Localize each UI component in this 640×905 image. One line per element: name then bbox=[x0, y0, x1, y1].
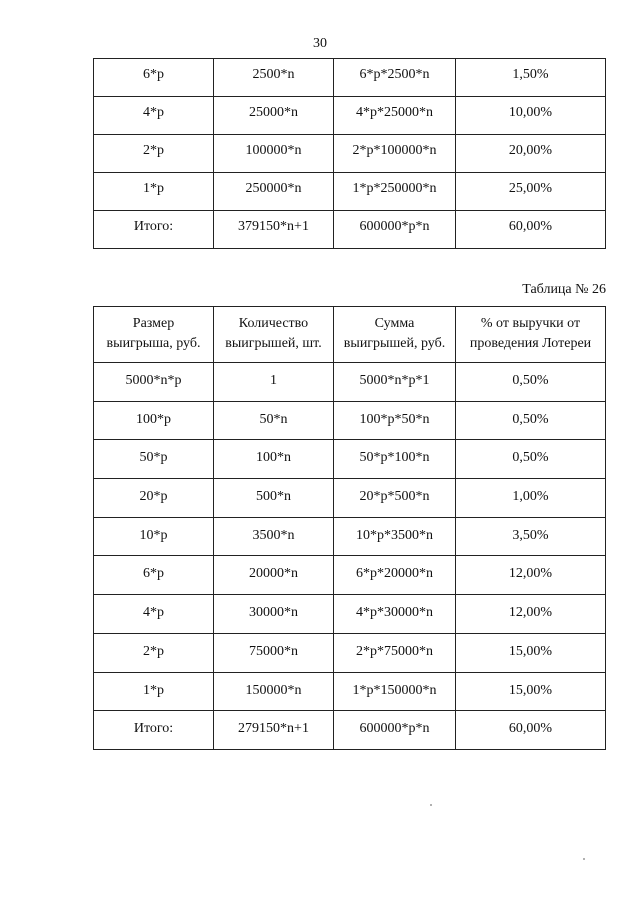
header-line: % от выручки от bbox=[480, 316, 581, 331]
prize-size-cell: 1*p bbox=[94, 173, 214, 211]
table-row bbox=[94, 517, 606, 556]
prize-size-cell: 2*p bbox=[94, 135, 214, 173]
prize-size-cell: 2*p bbox=[94, 633, 214, 672]
prize-count-cell: 25000*n bbox=[214, 97, 334, 135]
prize-size-cell: 6*p bbox=[94, 59, 214, 97]
prize-count-cell: 3500*n bbox=[214, 517, 334, 556]
prize-count-cell: 30000*n bbox=[214, 595, 334, 634]
prize-count-cell: 250000*n bbox=[214, 173, 334, 211]
table-row bbox=[94, 173, 606, 211]
revenue-percent-cell: 3,50% bbox=[456, 517, 606, 556]
prize-table-26 bbox=[93, 306, 606, 750]
prize-size-cell: 5000*n*p bbox=[94, 363, 214, 402]
prize-size-cell: 4*p bbox=[94, 595, 214, 634]
prize-count-cell: 2500*n bbox=[214, 59, 334, 97]
prize-count-cell: 20000*n bbox=[214, 556, 334, 595]
total-percent-cell: 60,00% bbox=[456, 211, 606, 249]
prize-sum-cell: 2*p*100000*n bbox=[334, 135, 456, 173]
scan-speck bbox=[430, 804, 432, 806]
prize-sum-cell: 1*p*250000*n bbox=[334, 173, 456, 211]
prize-sum-cell: 4*p*30000*n bbox=[334, 595, 456, 634]
table-row bbox=[94, 595, 606, 634]
table-row bbox=[94, 363, 606, 402]
revenue-percent-cell: 15,00% bbox=[456, 672, 606, 711]
table-caption: Таблица № 26 bbox=[522, 282, 606, 297]
prize-count-cell: 150000*n bbox=[214, 672, 334, 711]
table-row bbox=[94, 401, 606, 440]
prize-count-cell: 100*n bbox=[214, 440, 334, 479]
revenue-percent-cell: 20,00% bbox=[456, 135, 606, 173]
total-count-cell: 279150*n+1 bbox=[214, 711, 334, 750]
prize-sum-cell: 100*p*50*n bbox=[334, 401, 456, 440]
prize-sum-cell: 20*p*500*n bbox=[334, 479, 456, 518]
prize-sum-cell: 50*p*100*n bbox=[334, 440, 456, 479]
total-label-cell: Итого: bbox=[94, 211, 214, 249]
prize-size-cell: 1*p bbox=[94, 672, 214, 711]
header-line: Сумма bbox=[374, 316, 415, 331]
table-header-row bbox=[94, 307, 606, 363]
prize-sum-cell: 10*p*3500*n bbox=[334, 517, 456, 556]
prize-size-cell: 4*p bbox=[94, 97, 214, 135]
header-revenue-percent bbox=[456, 307, 606, 363]
header-line: выигрыша, руб. bbox=[106, 336, 201, 351]
revenue-percent-cell: 0,50% bbox=[456, 401, 606, 440]
prize-size-cell: 100*p bbox=[94, 401, 214, 440]
table-row bbox=[94, 479, 606, 518]
table-row bbox=[94, 440, 606, 479]
table-row bbox=[94, 672, 606, 711]
table-row bbox=[94, 97, 606, 135]
revenue-percent-cell: 10,00% bbox=[456, 97, 606, 135]
prize-sum-cell: 5000*n*p*1 bbox=[334, 363, 456, 402]
revenue-percent-cell: 0,50% bbox=[456, 440, 606, 479]
revenue-percent-cell: 12,00% bbox=[456, 595, 606, 634]
total-sum-cell: 600000*p*n bbox=[334, 211, 456, 249]
total-sum-cell: 600000*p*n bbox=[334, 711, 456, 750]
table-total-row bbox=[94, 211, 606, 249]
table-row bbox=[94, 556, 606, 595]
prize-count-cell: 500*n bbox=[214, 479, 334, 518]
table-row bbox=[94, 59, 606, 97]
header-line: выигрышей, руб. bbox=[343, 336, 446, 351]
revenue-percent-cell: 1,00% bbox=[456, 479, 606, 518]
prize-sum-cell: 6*p*2500*n bbox=[334, 59, 456, 97]
revenue-percent-cell: 0,50% bbox=[456, 363, 606, 402]
total-count-cell: 379150*n+1 bbox=[214, 211, 334, 249]
header-line: Размер bbox=[132, 316, 175, 331]
scan-speck bbox=[583, 858, 585, 860]
revenue-percent-cell: 25,00% bbox=[456, 173, 606, 211]
prize-count-cell: 50*n bbox=[214, 401, 334, 440]
prize-size-cell: 20*p bbox=[94, 479, 214, 518]
prize-size-cell: 10*p bbox=[94, 517, 214, 556]
prize-table-continued bbox=[93, 58, 606, 249]
header-line: проведения Лотереи bbox=[469, 336, 592, 351]
revenue-percent-cell: 12,00% bbox=[456, 556, 606, 595]
header-line: Количество bbox=[238, 316, 309, 331]
table-total-row bbox=[94, 711, 606, 750]
prize-sum-cell: 6*p*20000*n bbox=[334, 556, 456, 595]
prize-sum-cell: 4*p*25000*n bbox=[334, 97, 456, 135]
revenue-percent-cell: 1,50% bbox=[456, 59, 606, 97]
header-prize-count bbox=[214, 307, 334, 363]
page-number: 30 bbox=[313, 36, 327, 51]
total-percent-cell: 60,00% bbox=[456, 711, 606, 750]
prize-count-cell: 75000*n bbox=[214, 633, 334, 672]
prize-sum-cell: 2*p*75000*n bbox=[334, 633, 456, 672]
revenue-percent-cell: 15,00% bbox=[456, 633, 606, 672]
total-label-cell: Итого: bbox=[94, 711, 214, 750]
header-prize-sum bbox=[334, 307, 456, 363]
prize-count-cell: 1 bbox=[214, 363, 334, 402]
prize-size-cell: 50*p bbox=[94, 440, 214, 479]
header-line: выигрышей, шт. bbox=[225, 336, 322, 351]
prize-size-cell: 6*p bbox=[94, 556, 214, 595]
prize-count-cell: 100000*n bbox=[214, 135, 334, 173]
table-row bbox=[94, 633, 606, 672]
table-row bbox=[94, 135, 606, 173]
prize-sum-cell: 1*p*150000*n bbox=[334, 672, 456, 711]
header-prize-size bbox=[94, 307, 214, 363]
